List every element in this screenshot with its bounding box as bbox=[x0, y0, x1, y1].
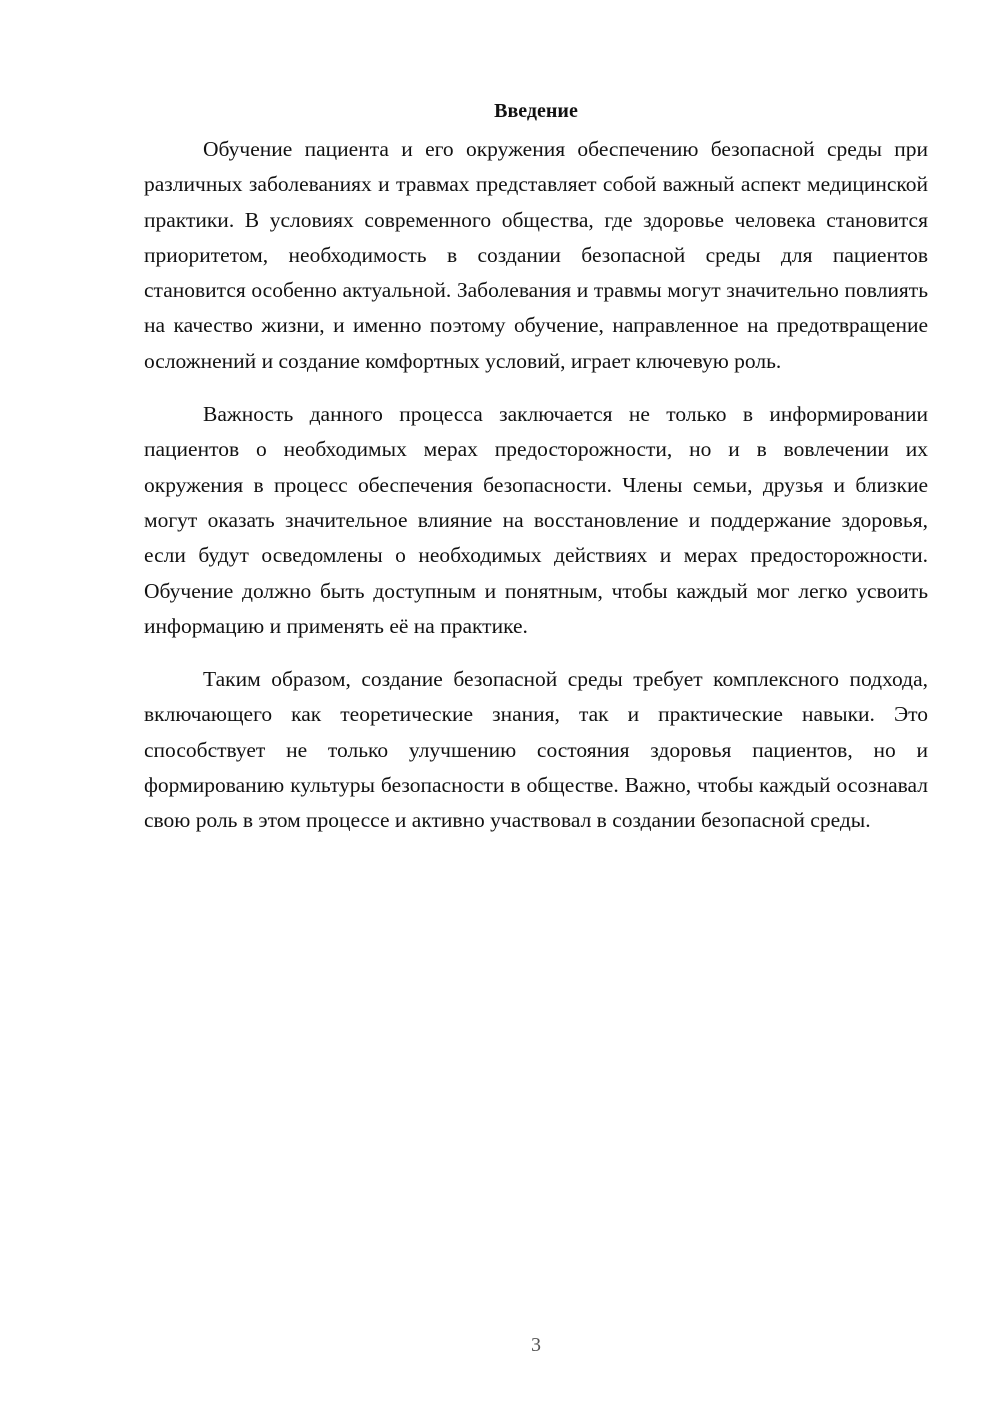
section-heading: Введение bbox=[494, 100, 578, 122]
page-number: 3 bbox=[531, 1334, 541, 1356]
paragraph-3: Таким образом, создание безопасной среды требует комплексного подхода, включающего как теоретические знания, так и практические навыки. Это способствует не только улучшению состояния здоровья пациентов, но и формированию культуры безопасности в обществе. Важно, чтобы каждый осознавал свою роль в этом процессе и активно участвовал в создании безопасной среды. bbox=[144, 667, 928, 833]
page-content bbox=[144, 96, 928, 857]
paragraph-2: Важность данного процесса заключается не только в информировании пациентов о необходимых мерах предосторожности, но и в вовлечении их окружения в процесс обеспечения безопасности. Члены семьи, друзья и близкие могут оказать значительное влияние на восстановление и поддержание здоровья, если будут осведомлены о необходимых действиях и мерах предосторожности. Обучение должно быть доступным и понятным, чтобы каждый мог легко усвоить информацию и применять её на практике. bbox=[144, 402, 928, 638]
paragraph-1: Обучение пациента и его окружения обеспечению безопасной среды при различных заболеваниях и травмах представляет собой важный аспект медицинской практики. В условиях современного общества, где здоровье человека становится приоритетом, необходимость в создании безопасной среды для пациентов становится особенно актуальной. Заболевания и травмы могут значительно повлиять на качество жизни, и именно поэтому обучение, направленное на предотвращение осложнений и создание комфортных условий, играет ключевую роль. bbox=[144, 137, 928, 373]
